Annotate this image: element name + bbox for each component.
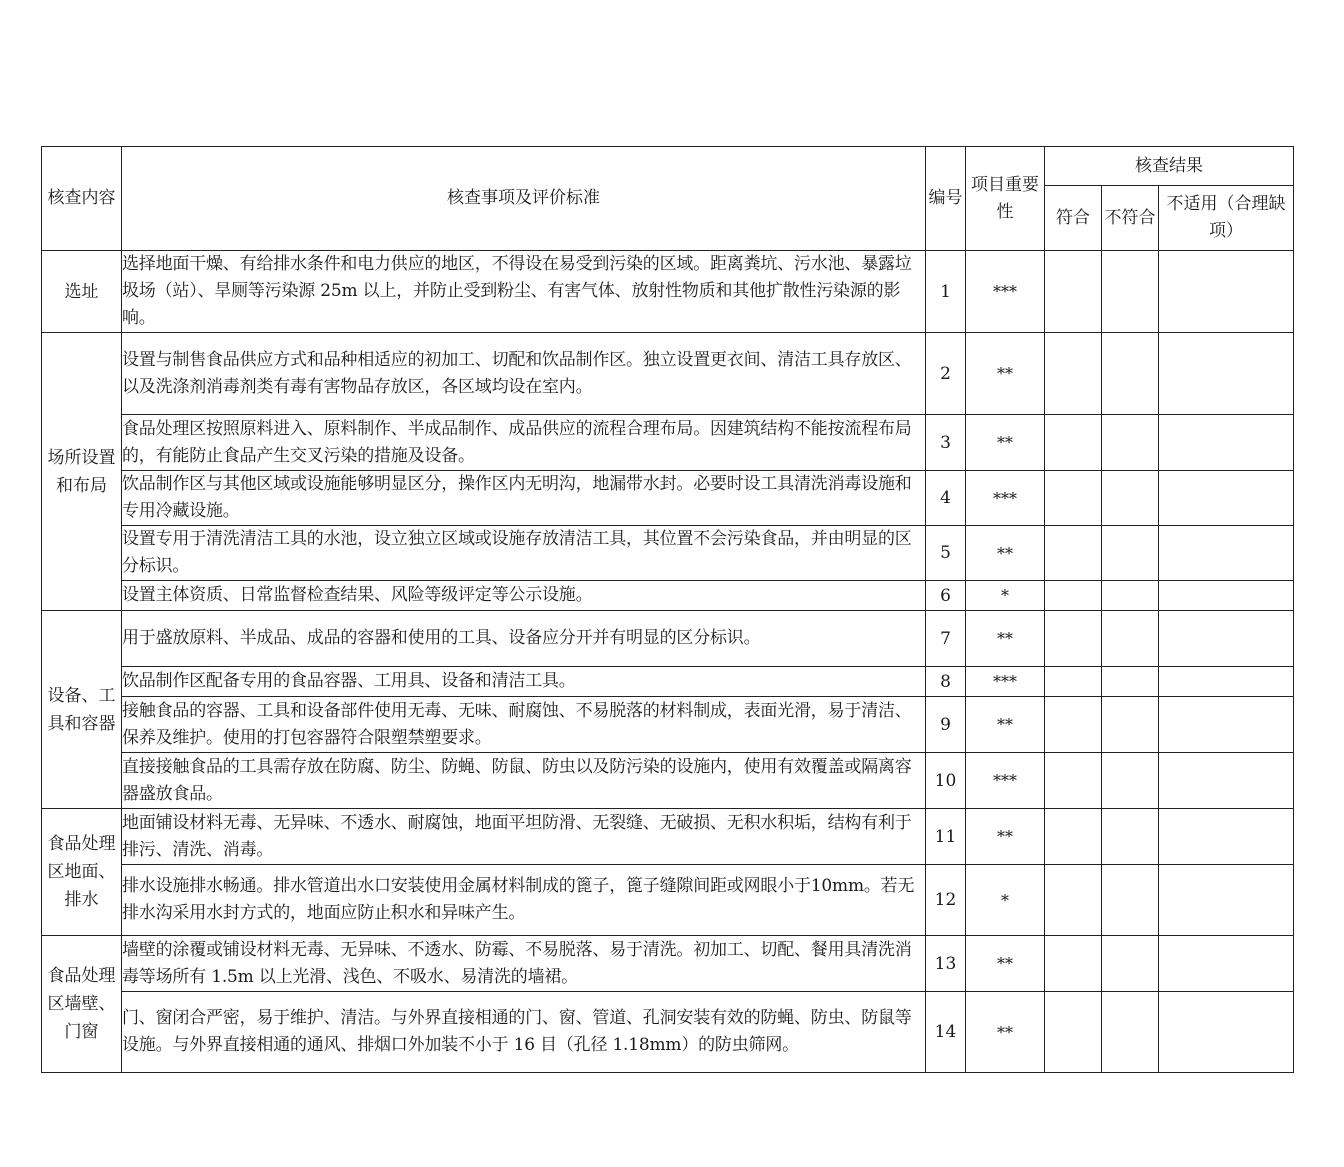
table-row	[42, 251, 1294, 333]
not-applicable-cell[interactable]	[1159, 526, 1294, 581]
nonconform-cell[interactable]	[1102, 753, 1159, 809]
item-text: 食品处理区按照原料进入、原料制作、半成品制作、成品供应的流程合理布局。因建筑结构不能按流程布局的，有能防止食品产生交叉污染的措施及设备。	[122, 415, 926, 471]
table-row	[42, 753, 1294, 809]
conform-cell[interactable]	[1045, 581, 1102, 611]
item-text: 设置主体资质、日常监督检查结果、风险等级评定等公示设施。	[122, 581, 926, 611]
conform-cell[interactable]	[1045, 526, 1102, 581]
conform-cell[interactable]	[1045, 992, 1102, 1073]
importance-stars: ***	[966, 251, 1045, 333]
conform-cell[interactable]	[1045, 611, 1102, 667]
item-number: 7	[926, 611, 966, 667]
table-row	[42, 697, 1294, 753]
item-text: 选择地面干燥、有给排水条件和电力供应的地区，不得设在易受到污染的区域。距离粪坑、污水池、暴露垃圾场（站）、旱厕等污染源 25m 以上，并防止受到粉尘、有害气体、放射性物质和其他扩散性污染源的影响。	[122, 251, 926, 333]
not-applicable-cell[interactable]	[1159, 333, 1294, 415]
conform-cell[interactable]	[1045, 936, 1102, 992]
nonconform-cell[interactable]	[1102, 251, 1159, 333]
not-applicable-cell[interactable]	[1159, 667, 1294, 697]
nonconform-cell[interactable]	[1102, 333, 1159, 415]
not-applicable-cell[interactable]	[1159, 936, 1294, 992]
header-item: 核查事项及评价标准	[122, 147, 926, 251]
nonconform-cell[interactable]	[1102, 936, 1159, 992]
importance-stars: **	[966, 697, 1045, 753]
header-importance: 项目重要性	[966, 147, 1045, 251]
table-row	[42, 611, 1294, 667]
header-not-applicable: 不适用（合理缺项）	[1159, 186, 1294, 251]
importance-stars: *	[966, 581, 1045, 611]
item-text: 门、窗闭合严密，易于维护、清洁。与外界直接相通的门、窗、管道、孔洞安装有效的防蝇、防虫、防鼠等设施。与外界直接相通的通风、排烟口外加装不小于 16 目（孔径 1.18mm）的防虫筛网。	[122, 992, 926, 1073]
nonconform-cell[interactable]	[1102, 581, 1159, 611]
not-applicable-cell[interactable]	[1159, 753, 1294, 809]
item-text: 墙壁的涂覆或铺设材料无毒、无异味、不透水、防霉、不易脱落、易于清洗。初加工、切配、餐用具清洗消毒等场所有 1.5m 以上光滑、浅色、不吸水、易清洗的墙裙。	[122, 936, 926, 992]
item-text: 饮品制作区配备专用的食品容器、工用具、设备和清洁工具。	[122, 667, 926, 697]
header-conform: 符合	[1045, 186, 1102, 251]
item-number: 5	[926, 526, 966, 581]
conform-cell[interactable]	[1045, 251, 1102, 333]
nonconform-cell[interactable]	[1102, 471, 1159, 526]
not-applicable-cell[interactable]	[1159, 611, 1294, 667]
item-number: 6	[926, 581, 966, 611]
table-row	[42, 581, 1294, 611]
item-text: 排水设施排水畅通。排水管道出水口安装使用金属材料制成的篦子，篦子缝隙间距或网眼小于10mm。若无排水沟采用水封方式的，地面应防止积水和异味产生。	[122, 865, 926, 936]
inspection-checklist-table	[41, 146, 1294, 1073]
category-cell: 食品处理区地面、排水	[42, 809, 122, 936]
nonconform-cell[interactable]	[1102, 415, 1159, 471]
item-number: 2	[926, 333, 966, 415]
nonconform-cell[interactable]	[1102, 865, 1159, 936]
importance-stars: **	[966, 611, 1045, 667]
table-row	[42, 333, 1294, 415]
not-applicable-cell[interactable]	[1159, 581, 1294, 611]
conform-cell[interactable]	[1045, 333, 1102, 415]
table-row	[42, 415, 1294, 471]
item-number: 12	[926, 865, 966, 936]
importance-stars: **	[966, 992, 1045, 1073]
importance-stars: ***	[966, 471, 1045, 526]
importance-stars: *	[966, 865, 1045, 936]
nonconform-cell[interactable]	[1102, 667, 1159, 697]
table-row	[42, 809, 1294, 865]
item-text: 直接接触食品的工具需存放在防腐、防尘、防蝇、防鼠、防虫以及防污染的设施内，使用有效覆盖或隔离容器盛放食品。	[122, 753, 926, 809]
conform-cell[interactable]	[1045, 667, 1102, 697]
table-row	[42, 936, 1294, 992]
importance-stars: **	[966, 936, 1045, 992]
conform-cell[interactable]	[1045, 697, 1102, 753]
item-number: 4	[926, 471, 966, 526]
conform-cell[interactable]	[1045, 753, 1102, 809]
item-text: 地面铺设材料无毒、无异味、不透水、耐腐蚀，地面平坦防滑、无裂缝、无破损、无积水积垢，结构有利于排污、清洗、消毒。	[122, 809, 926, 865]
not-applicable-cell[interactable]	[1159, 809, 1294, 865]
item-number: 3	[926, 415, 966, 471]
item-number: 13	[926, 936, 966, 992]
header-result: 核查结果	[1045, 147, 1294, 186]
item-text: 接触食品的容器、工具和设备部件使用无毒、无味、耐腐蚀、不易脱落的材料制成，表面光滑，易于清洁、保养及维护。使用的打包容器符合限塑禁塑要求。	[122, 697, 926, 753]
table-row	[42, 667, 1294, 697]
header-nonconform: 不符合	[1102, 186, 1159, 251]
item-text: 设置与制售食品供应方式和品种相适应的初加工、切配和饮品制作区。独立设置更衣间、清洁工具存放区、以及洗涤剂消毒剂类有毒有害物品存放区，各区域均设在室内。	[122, 333, 926, 415]
not-applicable-cell[interactable]	[1159, 251, 1294, 333]
importance-stars: ***	[966, 753, 1045, 809]
item-number: 1	[926, 251, 966, 333]
not-applicable-cell[interactable]	[1159, 992, 1294, 1073]
item-number: 10	[926, 753, 966, 809]
category-cell: 场所设置和布局	[42, 333, 122, 611]
item-number: 11	[926, 809, 966, 865]
item-text: 设置专用于清洗清洁工具的水池，设立独立区域或设施存放清洁工具，其位置不会污染食品，并由明显的区分标识。	[122, 526, 926, 581]
nonconform-cell[interactable]	[1102, 611, 1159, 667]
not-applicable-cell[interactable]	[1159, 697, 1294, 753]
header-category: 核查内容	[42, 147, 122, 251]
conform-cell[interactable]	[1045, 471, 1102, 526]
importance-stars: **	[966, 415, 1045, 471]
item-text: 饮品制作区与其他区域或设施能够明显区分，操作区内无明沟，地漏带水封。必要时设工具清洗消毒设施和专用冷藏设施。	[122, 471, 926, 526]
conform-cell[interactable]	[1045, 865, 1102, 936]
category-cell: 选址	[42, 251, 122, 333]
importance-stars: ***	[966, 667, 1045, 697]
header-number: 编号	[926, 147, 966, 251]
nonconform-cell[interactable]	[1102, 809, 1159, 865]
conform-cell[interactable]	[1045, 809, 1102, 865]
not-applicable-cell[interactable]	[1159, 415, 1294, 471]
nonconform-cell[interactable]	[1102, 697, 1159, 753]
table-row	[42, 992, 1294, 1073]
category-cell: 设备、工具和容器	[42, 611, 122, 809]
conform-cell[interactable]	[1045, 415, 1102, 471]
importance-stars: **	[966, 809, 1045, 865]
category-cell: 食品处理区墙壁、门窗	[42, 936, 122, 1073]
item-number: 14	[926, 992, 966, 1073]
not-applicable-cell[interactable]	[1159, 865, 1294, 936]
table-row	[42, 865, 1294, 936]
item-text: 用于盛放原料、半成品、成品的容器和使用的工具、设备应分开并有明显的区分标识。	[122, 611, 926, 667]
header-row-1	[42, 147, 1294, 186]
item-number: 8	[926, 667, 966, 697]
table-row	[42, 471, 1294, 526]
not-applicable-cell[interactable]	[1159, 471, 1294, 526]
nonconform-cell[interactable]	[1102, 526, 1159, 581]
nonconform-cell[interactable]	[1102, 992, 1159, 1073]
importance-stars: **	[966, 333, 1045, 415]
item-number: 9	[926, 697, 966, 753]
importance-stars: **	[966, 526, 1045, 581]
table-row	[42, 526, 1294, 581]
